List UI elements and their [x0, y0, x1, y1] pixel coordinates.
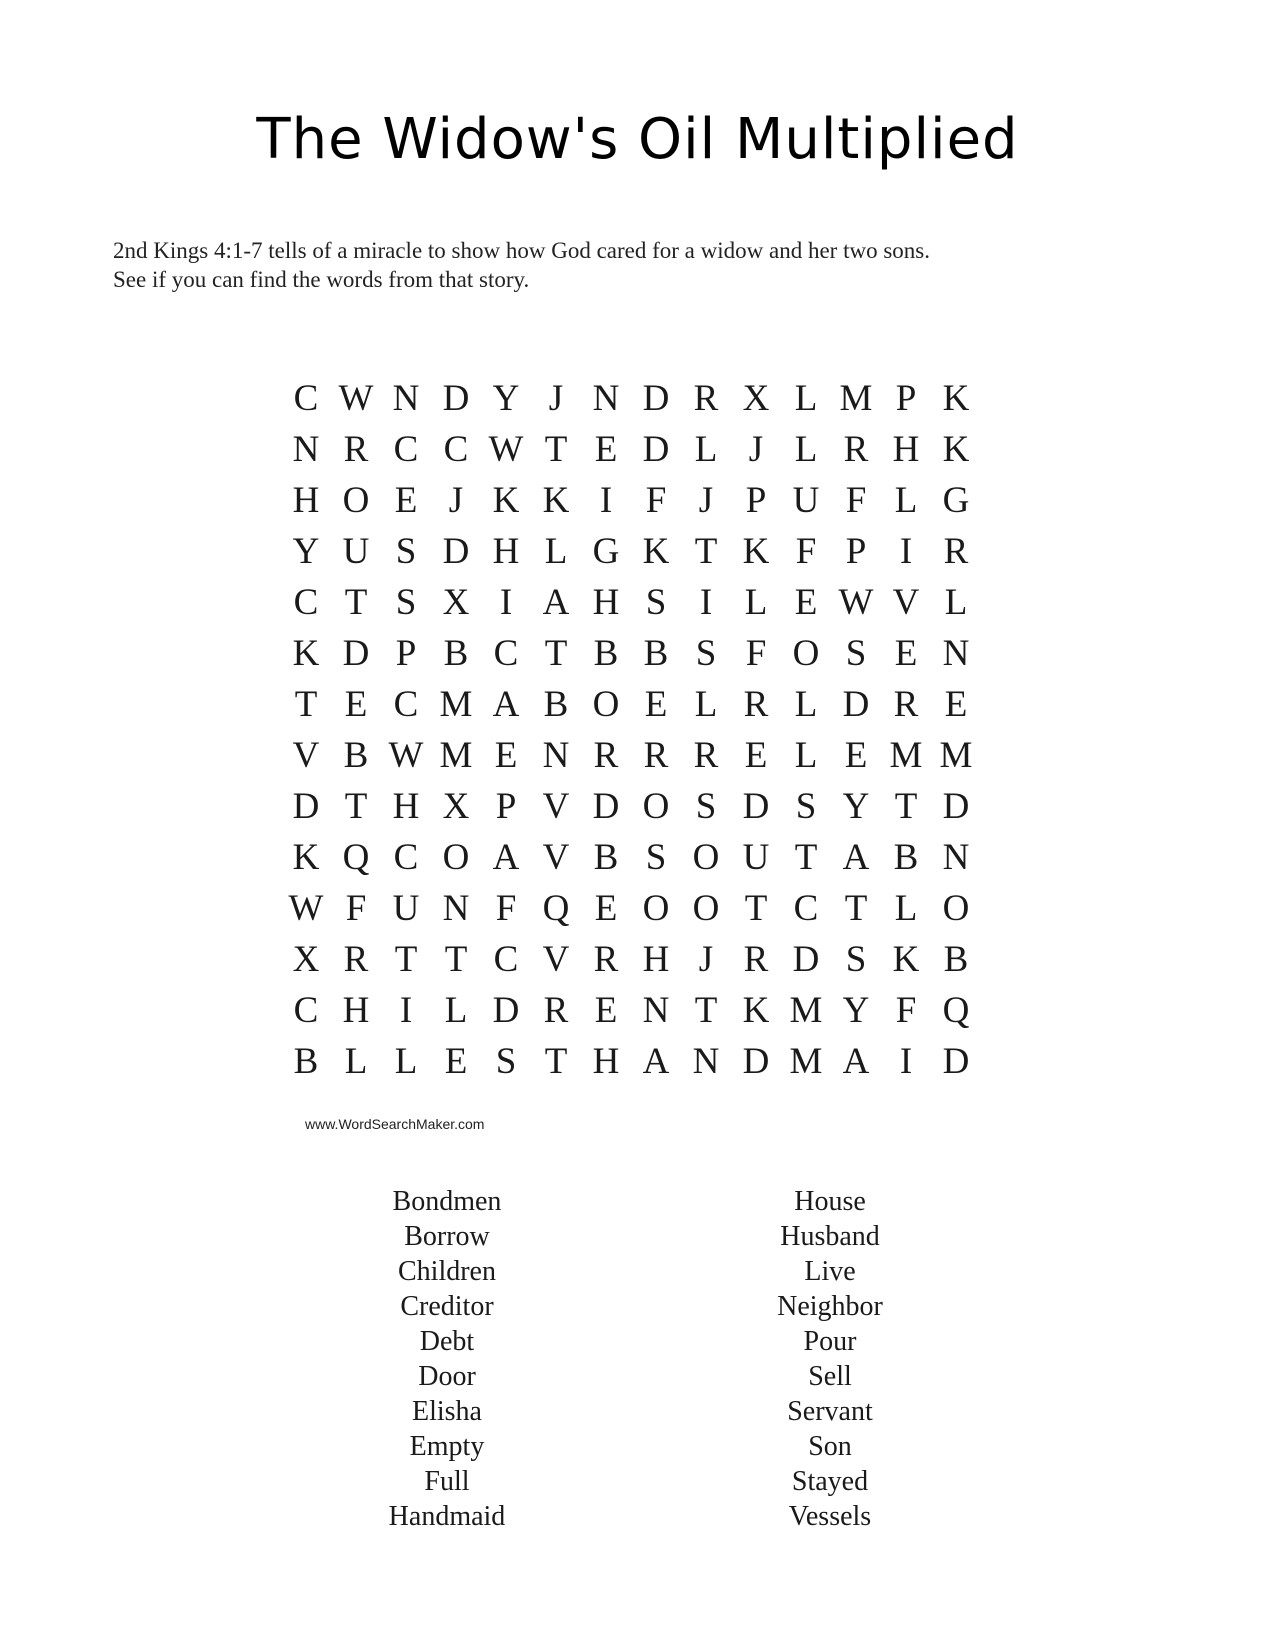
grid-letter: C — [293, 582, 319, 623]
grid-letter: C — [293, 990, 319, 1031]
word-list-item: Stayed — [791, 1466, 869, 1497]
grid-letter: N — [442, 888, 470, 929]
grid-letter: F — [645, 480, 667, 521]
grid-letter: L — [744, 582, 768, 623]
word-list-item: Full — [424, 1466, 470, 1497]
grid-row — [281, 985, 981, 1036]
grid-letter: A — [542, 582, 570, 623]
grid-letter: L — [394, 1041, 418, 1082]
grid-letter: T — [694, 531, 718, 572]
grid-letter: P — [895, 378, 917, 419]
grid-letter: O — [792, 633, 820, 674]
intro-line-1: 2nd Kings 4:1-7 tells of a miracle to show how God cared for a widow and her two sons. — [113, 238, 930, 263]
word-list-item: Neighbor — [777, 1291, 883, 1322]
word-list-item: Door — [418, 1361, 476, 1392]
grid-letter: D — [942, 1041, 970, 1082]
grid-letter: K — [642, 531, 670, 572]
grid-letter: O — [592, 684, 620, 725]
grid-letter: E — [944, 684, 968, 725]
grid-letter: L — [544, 531, 568, 572]
grid-letter: N — [942, 837, 970, 878]
grid-row — [281, 934, 981, 985]
grid-letter: M — [889, 735, 923, 776]
grid-letter: J — [698, 939, 714, 980]
grid-letter: F — [895, 990, 917, 1031]
grid-letter: R — [343, 939, 369, 980]
word-list-item: Servant — [787, 1396, 873, 1427]
word-list-item: Empty — [409, 1431, 485, 1462]
grid-letter: D — [842, 684, 870, 725]
grid-letter: L — [794, 429, 818, 470]
grid-letter: O — [442, 837, 470, 878]
grid-letter: F — [745, 633, 767, 674]
grid-letter: N — [542, 735, 570, 776]
grid-letter: K — [492, 480, 520, 521]
grid-letter: E — [744, 735, 768, 776]
grid-letter: T — [394, 939, 418, 980]
grid-letter: D — [292, 786, 320, 827]
grid-letter: E — [344, 684, 368, 725]
grid-letter: X — [742, 378, 770, 419]
grid-letter: T — [294, 684, 318, 725]
grid-letter: J — [448, 480, 464, 521]
grid-letter: R — [643, 735, 669, 776]
grid-letter: R — [343, 429, 369, 470]
grid-letter: H — [492, 531, 520, 572]
word-list-right — [680, 1184, 980, 1534]
grid-letter: Y — [492, 378, 520, 419]
grid-letter: L — [794, 684, 818, 725]
grid-letter: E — [594, 990, 618, 1031]
grid-letter: E — [644, 684, 668, 725]
grid-letter: E — [594, 429, 618, 470]
grid-row — [281, 781, 981, 832]
grid-letter: N — [942, 633, 970, 674]
grid-letter: R — [893, 684, 919, 725]
grid-letter: H — [642, 939, 670, 980]
word-list-item: Live — [804, 1256, 856, 1287]
grid-letter: T — [444, 939, 468, 980]
grid-letter: A — [492, 837, 520, 878]
intro-text — [113, 236, 1193, 294]
grid-letter: L — [694, 684, 718, 725]
word-list-item: Debt — [419, 1326, 475, 1357]
grid-letter: R — [693, 378, 719, 419]
grid-letter: S — [795, 786, 817, 827]
grid-letter: L — [944, 582, 968, 623]
grid-letter: C — [393, 837, 419, 878]
word-list-item: Children — [398, 1256, 496, 1287]
grid-letter: P — [495, 786, 517, 827]
grid-letter: B — [593, 633, 619, 674]
grid-letter: H — [592, 582, 620, 623]
grid-row — [281, 373, 981, 424]
grid-letter: C — [793, 888, 819, 929]
grid-letter: E — [794, 582, 818, 623]
grid-letter: N — [392, 378, 420, 419]
grid-letter: M — [439, 684, 473, 725]
grid-letter: F — [495, 888, 517, 929]
grid-letter: P — [845, 531, 867, 572]
grid-letter: H — [342, 990, 370, 1031]
grid-letter: L — [794, 735, 818, 776]
grid-letter: T — [794, 837, 818, 878]
grid-letter: C — [443, 429, 469, 470]
grid-letter: D — [742, 786, 770, 827]
grid-letter: D — [442, 378, 470, 419]
word-list-left — [297, 1184, 597, 1534]
word-list-item: Creditor — [400, 1291, 494, 1322]
grid-letter: T — [894, 786, 918, 827]
grid-letter: D — [942, 786, 970, 827]
word-list-item: Husband — [780, 1221, 880, 1252]
intro-line-2: See if you can find the words from that story. — [113, 267, 530, 292]
grid-letter: C — [493, 633, 519, 674]
grid-letter: J — [698, 480, 714, 521]
grid-letter: N — [642, 990, 670, 1031]
grid-letter: M — [439, 735, 473, 776]
grid-letter: X — [442, 582, 470, 623]
grid-letter: E — [394, 480, 418, 521]
grid-letter: W — [488, 429, 524, 470]
grid-letter: E — [444, 1041, 468, 1082]
word-list-item: House — [794, 1186, 866, 1217]
grid-letter: D — [792, 939, 820, 980]
word-list-item: Bondmen — [392, 1186, 502, 1217]
grid-letter: O — [342, 480, 370, 521]
grid-letter: H — [892, 429, 920, 470]
grid-letter: X — [292, 939, 320, 980]
grid-letter: P — [745, 480, 767, 521]
grid-letter: B — [443, 633, 469, 674]
grid-letter: L — [694, 429, 718, 470]
grid-letter: K — [742, 531, 770, 572]
grid-letter: O — [942, 888, 970, 929]
grid-letter: N — [592, 378, 620, 419]
grid-letter: S — [695, 633, 717, 674]
grid-row — [281, 832, 981, 883]
grid-letter: F — [345, 888, 367, 929]
grid-letter: A — [642, 1041, 670, 1082]
grid-letter: S — [645, 582, 667, 623]
grid-letter: B — [293, 1041, 319, 1082]
grid-row — [281, 526, 981, 577]
source-credit: www.WordSearchMaker.com — [305, 1116, 485, 1132]
grid-letter: D — [642, 429, 670, 470]
grid-letter: C — [393, 684, 419, 725]
grid-letter: E — [594, 888, 618, 929]
grid-row — [281, 424, 981, 475]
grid-letter: J — [748, 429, 764, 470]
grid-letter: M — [789, 990, 823, 1031]
grid-letter: I — [899, 531, 913, 572]
grid-letter: S — [845, 939, 867, 980]
grid-letter: R — [593, 735, 619, 776]
grid-letter: K — [742, 990, 770, 1031]
grid-letter: H — [292, 480, 320, 521]
grid-letter: E — [844, 735, 868, 776]
grid-letter: C — [393, 429, 419, 470]
word-list-item: Pour — [803, 1326, 857, 1357]
grid-letter: T — [844, 888, 868, 929]
grid-letter: K — [942, 378, 970, 419]
grid-letter: K — [542, 480, 570, 521]
grid-letter: J — [548, 378, 564, 419]
word-list-item: Son — [808, 1431, 852, 1462]
grid-letter: A — [842, 1041, 870, 1082]
grid-letter: B — [893, 837, 919, 878]
grid-letter: O — [642, 888, 670, 929]
grid-letter: H — [392, 786, 420, 827]
grid-letter: S — [495, 1041, 517, 1082]
grid-letter: W — [338, 378, 374, 419]
grid-row — [281, 577, 981, 628]
grid-letter: S — [695, 786, 717, 827]
grid-letter: C — [293, 378, 319, 419]
grid-letter: B — [543, 684, 569, 725]
grid-letter: K — [292, 633, 320, 674]
word-list-item: Sell — [808, 1361, 852, 1392]
grid-letter: R — [543, 990, 569, 1031]
grid-letter: D — [342, 633, 370, 674]
word-list-item: Elisha — [412, 1396, 482, 1427]
grid-letter: O — [692, 888, 720, 929]
grid-letter: I — [899, 1041, 913, 1082]
grid-letter: O — [692, 837, 720, 878]
grid-letter: I — [399, 990, 413, 1031]
grid-letter: L — [894, 480, 918, 521]
grid-letter: I — [499, 582, 513, 623]
grid-letter: D — [442, 531, 470, 572]
grid-letter: K — [892, 939, 920, 980]
grid-letter: K — [942, 429, 970, 470]
grid-letter: X — [442, 786, 470, 827]
word-list-item: Handmaid — [388, 1501, 506, 1532]
grid-letter: G — [942, 480, 970, 521]
grid-letter: B — [343, 735, 369, 776]
grid-letter: C — [493, 939, 519, 980]
word-list-item: Borrow — [404, 1221, 490, 1252]
grid-row — [281, 730, 981, 781]
grid-letter: U — [342, 531, 370, 572]
grid-letter: V — [542, 939, 570, 980]
grid-letter: V — [542, 837, 570, 878]
grid-letter: P — [395, 633, 417, 674]
grid-letter: V — [542, 786, 570, 827]
grid-row — [281, 679, 981, 730]
grid-letter: S — [395, 582, 417, 623]
grid-letter: S — [845, 633, 867, 674]
grid-letter: T — [544, 633, 568, 674]
grid-letter: G — [592, 531, 620, 572]
grid-letter: A — [842, 837, 870, 878]
grid-letter: A — [492, 684, 520, 725]
grid-letter: L — [444, 990, 468, 1031]
grid-letter: O — [642, 786, 670, 827]
word-list-item: Vessels — [788, 1501, 872, 1532]
grid-letter: L — [894, 888, 918, 929]
grid-letter: E — [494, 735, 518, 776]
grid-letter: R — [693, 735, 719, 776]
grid-letter: R — [843, 429, 869, 470]
grid-letter: U — [792, 480, 820, 521]
grid-letter: U — [392, 888, 420, 929]
grid-letter: Q — [542, 888, 570, 929]
grid-letter: Y — [842, 786, 870, 827]
grid-letter: Y — [842, 990, 870, 1031]
grid-row — [281, 1036, 981, 1087]
grid-letter: R — [743, 939, 769, 980]
grid-letter: M — [839, 378, 873, 419]
grid-letter: V — [292, 735, 320, 776]
grid-letter: L — [794, 378, 818, 419]
grid-row — [281, 628, 981, 679]
grid-letter: K — [292, 837, 320, 878]
grid-letter: S — [395, 531, 417, 572]
grid-letter: T — [544, 1041, 568, 1082]
grid-letter: U — [742, 837, 770, 878]
grid-letter: B — [643, 633, 669, 674]
grid-letter: Q — [942, 990, 970, 1031]
grid-letter: R — [943, 531, 969, 572]
grid-letter: M — [939, 735, 973, 776]
grid-letter: F — [845, 480, 867, 521]
grid-letter: B — [593, 837, 619, 878]
grid-letter: F — [795, 531, 817, 572]
grid-letter: E — [894, 633, 918, 674]
grid-letter: Q — [342, 837, 370, 878]
grid-letter: D — [492, 990, 520, 1031]
grid-letter: L — [344, 1041, 368, 1082]
grid-letter: W — [838, 582, 874, 623]
grid-letter: M — [789, 1041, 823, 1082]
page-title: The Widow's Oil Multiplied — [256, 107, 1019, 172]
grid-letter: T — [344, 786, 368, 827]
grid-row — [281, 475, 981, 526]
grid-letter: N — [292, 429, 320, 470]
grid-letter: W — [288, 888, 324, 929]
grid-letter: H — [592, 1041, 620, 1082]
grid-letter: R — [593, 939, 619, 980]
grid-letter: T — [344, 582, 368, 623]
grid-letter: B — [943, 939, 969, 980]
grid-letter: D — [742, 1041, 770, 1082]
grid-letter: D — [642, 378, 670, 419]
grid-letter: T — [744, 888, 768, 929]
grid-letter: D — [592, 786, 620, 827]
grid-letter: N — [692, 1041, 720, 1082]
grid-letter: W — [388, 735, 424, 776]
grid-letter: S — [645, 837, 667, 878]
grid-letter: I — [599, 480, 613, 521]
grid-letter: I — [699, 582, 713, 623]
grid-letter: T — [694, 990, 718, 1031]
grid-letter: V — [892, 582, 920, 623]
grid-letter: T — [544, 429, 568, 470]
grid-letter: Y — [292, 531, 320, 572]
grid-letter: R — [743, 684, 769, 725]
grid-row — [281, 883, 981, 934]
word-search-grid — [281, 373, 981, 1087]
